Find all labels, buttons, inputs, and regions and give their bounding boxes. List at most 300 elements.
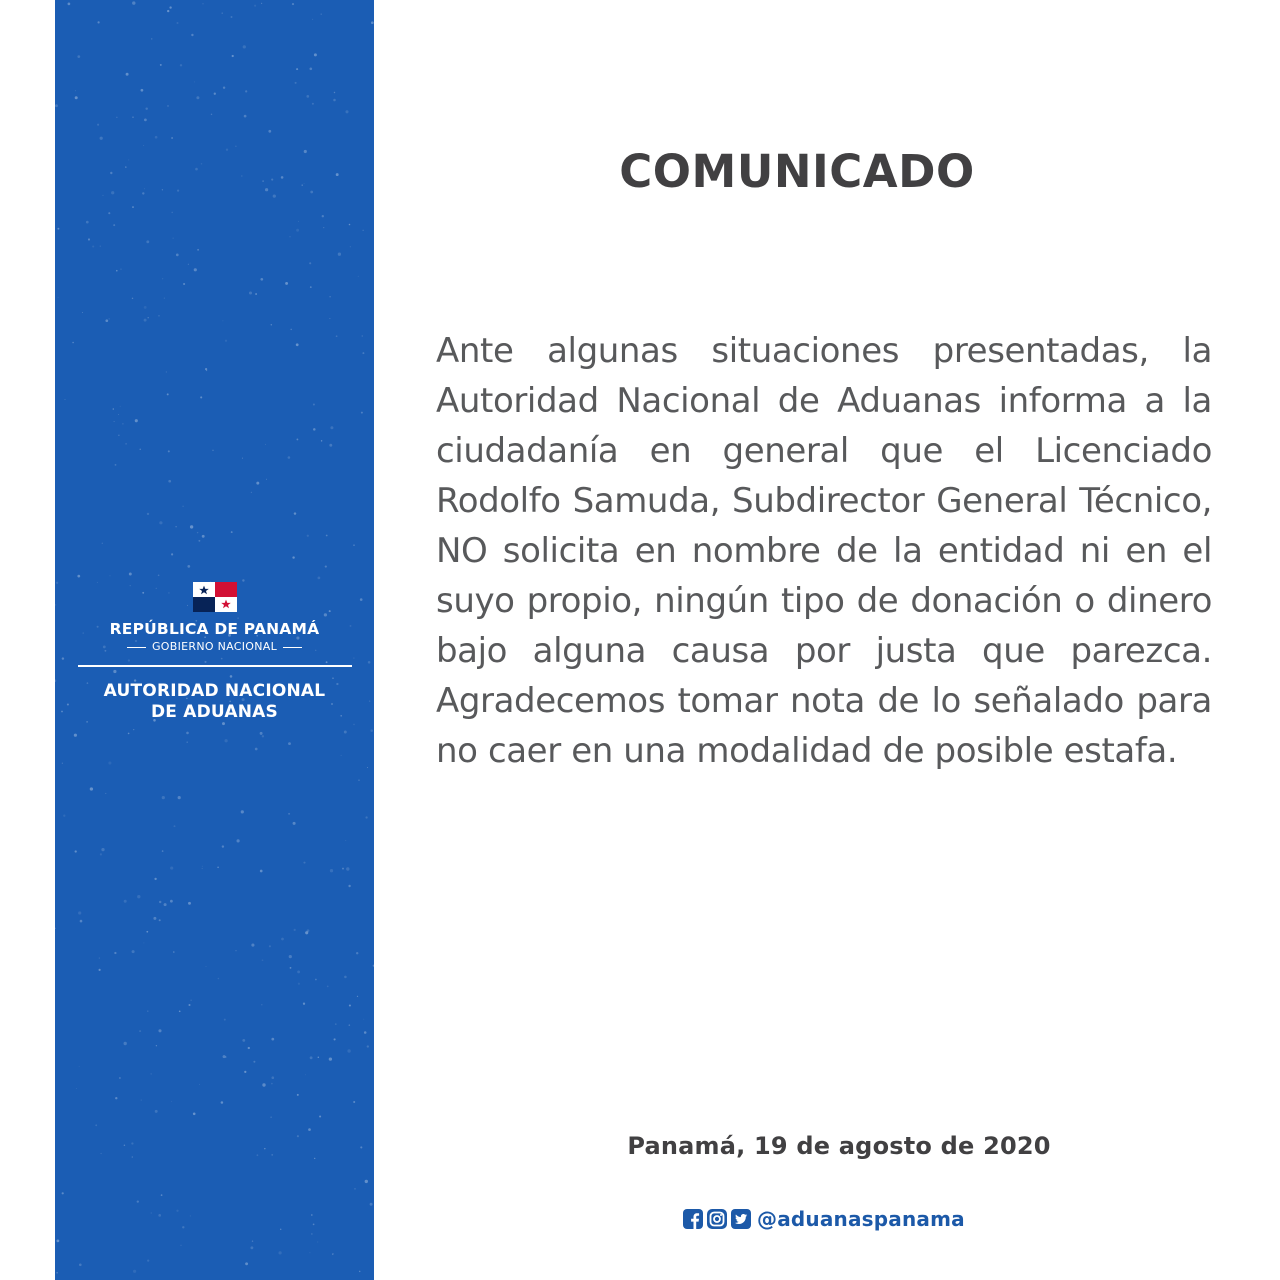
speckle xyxy=(175,526,176,527)
facebook-icon[interactable] xyxy=(683,1209,703,1229)
speckle xyxy=(342,868,344,870)
speckle xyxy=(271,324,272,325)
speckle xyxy=(310,1056,313,1059)
agency-name xyxy=(55,681,374,723)
government-label: GOBIERNO NACIONAL xyxy=(151,640,278,653)
speckle xyxy=(317,1242,318,1243)
speckle xyxy=(297,1135,299,1137)
speckle xyxy=(357,996,358,997)
communique-body: Ante algunas situaciones presentadas, la Autoridad Nacional de Aduanas informa a la ciudadanía en general que el Licenciado Rodolfo Samuda, Subdirector General Técnico, NO solicita en nombre de la entidad ni en el suyo propio, ningún tipo de donación o dinero bajo alguna causa por justa que parezca. Agradecemos tomar nota de lo señalado para no caer en una modalidad de posible estafa. xyxy=(436,331,1212,771)
speckle xyxy=(292,556,294,558)
speckle xyxy=(187,565,190,568)
speckle xyxy=(231,531,233,533)
speckle xyxy=(159,521,162,524)
speckle xyxy=(162,850,164,852)
speckle xyxy=(169,6,171,8)
speckle xyxy=(141,1099,142,1100)
speckle xyxy=(310,191,313,194)
speckle xyxy=(349,1024,351,1026)
speckle xyxy=(334,92,335,93)
speckle xyxy=(329,318,330,319)
speckle xyxy=(72,342,74,344)
speckle xyxy=(305,1074,306,1075)
speckle xyxy=(327,986,329,988)
speckle xyxy=(128,159,129,160)
speckle xyxy=(361,412,363,414)
divider-dash xyxy=(127,647,146,648)
speckle xyxy=(88,238,90,240)
speckle xyxy=(321,440,322,441)
speckle xyxy=(265,444,266,445)
speckle xyxy=(295,82,297,84)
speckle xyxy=(119,1077,121,1079)
speckle xyxy=(137,1200,139,1202)
speckle xyxy=(108,212,110,214)
speckle xyxy=(99,958,100,959)
speckle xyxy=(182,506,183,507)
speckle xyxy=(293,822,296,825)
speckle xyxy=(68,3,71,6)
speckle xyxy=(77,575,80,578)
speckle xyxy=(115,1097,117,1099)
speckle xyxy=(244,1071,246,1073)
speckle xyxy=(261,1004,262,1005)
speckle xyxy=(359,1271,361,1273)
speckle xyxy=(222,845,224,847)
speckle xyxy=(142,192,144,194)
speckle xyxy=(353,1101,355,1103)
speckle xyxy=(202,866,203,867)
speckle xyxy=(76,1088,77,1089)
speckle xyxy=(251,944,254,947)
speckle xyxy=(232,55,234,57)
speckle xyxy=(290,329,292,331)
speckle xyxy=(251,492,252,493)
speckle xyxy=(235,950,236,951)
speckle xyxy=(330,426,333,429)
speckle xyxy=(318,577,321,580)
speckle xyxy=(371,21,374,24)
speckle xyxy=(125,166,127,168)
speckle xyxy=(86,221,89,224)
speckle xyxy=(347,1049,350,1052)
speckle xyxy=(114,421,115,422)
speckle xyxy=(174,825,176,827)
speckle xyxy=(270,1116,271,1117)
speckle xyxy=(242,1039,245,1042)
speckle xyxy=(335,1023,337,1025)
speckle xyxy=(269,945,271,947)
speckle xyxy=(313,1224,315,1226)
speckle xyxy=(120,406,121,407)
speckle xyxy=(271,1076,274,1079)
speckle xyxy=(312,19,313,20)
speckle xyxy=(334,1038,336,1040)
speckle xyxy=(58,297,59,298)
speckle xyxy=(177,189,179,191)
speckle xyxy=(364,1031,367,1034)
speckle xyxy=(285,282,288,285)
speckle xyxy=(221,1101,224,1104)
speckle xyxy=(144,306,147,309)
speckle xyxy=(363,230,364,231)
speckle xyxy=(360,1146,362,1148)
side-band xyxy=(55,0,374,1280)
speckle xyxy=(262,959,264,961)
speckle xyxy=(323,227,324,228)
speckle xyxy=(158,1214,161,1217)
speckle xyxy=(111,191,114,194)
speckle xyxy=(206,370,207,371)
speckle xyxy=(344,731,347,734)
speckle xyxy=(358,276,359,277)
speckle xyxy=(201,163,203,165)
speckle xyxy=(252,1240,253,1241)
speckle xyxy=(65,399,66,400)
speckle xyxy=(249,292,252,295)
speckle xyxy=(345,840,346,841)
speckle xyxy=(266,479,267,480)
speckle xyxy=(224,1019,226,1021)
speckle xyxy=(125,443,127,445)
speckle xyxy=(164,298,165,299)
speckle xyxy=(257,1154,259,1156)
speckle xyxy=(307,535,309,537)
speckle xyxy=(176,1210,178,1212)
speckle xyxy=(289,955,292,958)
speckle xyxy=(141,89,144,92)
speckle xyxy=(341,755,342,756)
speckle xyxy=(146,240,149,243)
speckle xyxy=(198,540,200,542)
speckle xyxy=(336,173,339,176)
speckle xyxy=(100,137,103,140)
speckle xyxy=(100,246,101,247)
speckle xyxy=(217,866,219,868)
speckle xyxy=(253,1061,255,1063)
speckle xyxy=(309,262,311,264)
speckle xyxy=(162,189,163,190)
speckle xyxy=(350,246,351,247)
speckle xyxy=(365,1180,368,1183)
speckle xyxy=(143,942,144,943)
speckle xyxy=(155,136,158,139)
speckle xyxy=(197,532,198,533)
speckle xyxy=(329,444,332,447)
speckle xyxy=(166,371,167,372)
speckle xyxy=(113,408,115,410)
speckle xyxy=(147,513,149,515)
speckle xyxy=(241,810,244,813)
speckle xyxy=(329,296,330,297)
speckle xyxy=(171,212,173,214)
speckle xyxy=(156,1045,157,1046)
speckle xyxy=(367,1045,369,1047)
speckle xyxy=(147,1010,148,1011)
speckle xyxy=(231,16,233,18)
speckle xyxy=(82,312,83,313)
speckle xyxy=(245,1262,248,1265)
speckle xyxy=(202,868,203,869)
speckle xyxy=(356,952,358,954)
speckle xyxy=(264,1148,266,1150)
speckle xyxy=(118,435,119,436)
speckle xyxy=(179,1010,181,1012)
speckle xyxy=(314,1158,315,1159)
speckle xyxy=(278,1251,281,1254)
speckle xyxy=(188,264,189,265)
speckle xyxy=(224,739,227,742)
speckle xyxy=(159,919,161,921)
speckle xyxy=(193,1113,196,1116)
speckle xyxy=(202,535,205,538)
speckle xyxy=(262,180,264,182)
speckle xyxy=(289,236,290,237)
speckle xyxy=(333,99,336,102)
speckle xyxy=(153,917,156,920)
speckle xyxy=(288,742,291,745)
speckle xyxy=(151,1073,152,1074)
speckle xyxy=(160,64,162,66)
speckle xyxy=(170,900,173,903)
speckle xyxy=(310,286,312,288)
speckle xyxy=(244,115,247,118)
speckle xyxy=(290,967,292,969)
speckle xyxy=(280,1229,281,1230)
speckle xyxy=(349,224,351,226)
divider-dash xyxy=(283,647,302,648)
speckle xyxy=(309,1252,310,1253)
speckle xyxy=(132,1156,134,1158)
speckle xyxy=(297,1094,299,1096)
speckle xyxy=(126,73,129,76)
speckle xyxy=(308,1128,311,1131)
speckle xyxy=(225,340,227,342)
speckle xyxy=(114,952,116,954)
speckle xyxy=(124,1042,127,1045)
speckle xyxy=(162,796,165,799)
speckle xyxy=(97,124,99,126)
speckle xyxy=(131,1142,133,1144)
speckle xyxy=(95,1124,97,1126)
speckle xyxy=(195,168,198,171)
speckle xyxy=(97,21,99,23)
speckle xyxy=(186,732,189,735)
speckle xyxy=(144,319,147,322)
speckle xyxy=(260,870,263,873)
twitter-icon[interactable] xyxy=(731,1209,751,1229)
speckle xyxy=(132,950,135,953)
speckle xyxy=(330,869,333,872)
speckle xyxy=(223,87,225,89)
speckle xyxy=(214,93,216,95)
speckle xyxy=(176,254,179,257)
speckle xyxy=(242,458,243,459)
speckle xyxy=(314,53,317,56)
speckle xyxy=(105,793,106,794)
speckle xyxy=(309,67,312,70)
speckle xyxy=(296,438,298,440)
speckle xyxy=(167,10,169,12)
speckle xyxy=(139,1030,141,1032)
speckle xyxy=(105,319,108,322)
speckle xyxy=(271,1083,273,1085)
speckle xyxy=(182,1226,184,1228)
speckle xyxy=(199,1084,200,1085)
speckle xyxy=(173,951,175,953)
instagram-icon[interactable] xyxy=(707,1209,727,1229)
speckle xyxy=(122,423,123,424)
speckle xyxy=(212,450,213,451)
speckle xyxy=(262,735,264,737)
speckle xyxy=(294,512,296,514)
speckle xyxy=(108,761,111,764)
speckle xyxy=(109,318,110,319)
speckle xyxy=(194,268,197,271)
speckle xyxy=(271,1038,274,1041)
speckle xyxy=(183,283,185,285)
speckle xyxy=(147,1259,149,1261)
speckle xyxy=(168,480,171,483)
speckle xyxy=(303,1003,305,1005)
speckle xyxy=(268,130,271,133)
speckle xyxy=(362,335,363,336)
speckle xyxy=(197,249,199,251)
speckle xyxy=(147,317,148,318)
speckle xyxy=(318,1056,320,1058)
date-line: Panamá, 19 de agosto de 2020 xyxy=(627,1132,1051,1160)
speckle xyxy=(90,787,93,790)
speckle xyxy=(255,748,258,751)
speckle xyxy=(158,315,160,317)
speckle xyxy=(186,741,187,742)
speckle xyxy=(311,1214,313,1216)
speckle xyxy=(202,3,203,4)
agency-logo xyxy=(55,582,374,723)
speckle xyxy=(304,150,307,153)
speckle xyxy=(281,176,284,179)
speckle xyxy=(325,566,327,568)
speckle xyxy=(144,188,145,189)
speckle xyxy=(103,195,104,196)
speckle xyxy=(180,64,182,66)
speckle xyxy=(256,482,259,485)
speckle xyxy=(75,90,76,91)
speckle xyxy=(161,1194,163,1196)
speckle xyxy=(55,104,58,107)
speckle xyxy=(79,1066,80,1067)
speckle xyxy=(188,1004,190,1006)
speckle xyxy=(79,1263,82,1266)
speckle xyxy=(211,114,212,115)
speckle xyxy=(298,221,299,222)
agency-name-line1: AUTORIDAD NACIONAL xyxy=(103,681,326,701)
speckle xyxy=(354,1188,355,1189)
republic-label: REPÚBLICA DE PANAMÁ xyxy=(109,620,320,638)
speckle xyxy=(57,1240,60,1243)
speckle xyxy=(241,176,242,177)
social-handle[interactable]: @aduanaspanama xyxy=(757,1207,965,1231)
speckle xyxy=(154,878,156,880)
speckle xyxy=(311,1233,312,1234)
speckle xyxy=(260,278,263,281)
speckle xyxy=(297,970,300,973)
speckle xyxy=(292,3,294,5)
speckle xyxy=(358,780,359,781)
speckle xyxy=(77,55,80,58)
speckle xyxy=(271,179,273,181)
speckle xyxy=(57,228,59,230)
speckle xyxy=(288,813,290,815)
speckle xyxy=(118,414,119,415)
speckle xyxy=(245,90,247,92)
speckle xyxy=(173,238,174,239)
speckle xyxy=(261,3,262,4)
speckle xyxy=(128,733,130,735)
speckle xyxy=(100,853,102,855)
speckle xyxy=(180,1245,181,1246)
speckle xyxy=(102,543,103,544)
speckle xyxy=(132,298,133,299)
speckle xyxy=(273,194,276,197)
speckle xyxy=(296,229,299,232)
government-label-row xyxy=(55,640,374,654)
speckle xyxy=(110,172,112,174)
speckle xyxy=(133,1270,136,1273)
speckle xyxy=(56,1272,58,1274)
speckle xyxy=(151,38,153,40)
speckle xyxy=(124,900,127,903)
speckle xyxy=(353,724,355,726)
speckle xyxy=(137,895,140,898)
speckle xyxy=(254,5,256,7)
speckle xyxy=(329,1057,332,1060)
speckle xyxy=(176,22,178,24)
speckle xyxy=(303,862,305,864)
speckle xyxy=(260,732,263,735)
speckle xyxy=(155,1110,158,1113)
speckle xyxy=(162,278,163,279)
page-title: COMUNICADO xyxy=(619,145,975,198)
speckle xyxy=(167,393,169,395)
speckle xyxy=(146,931,148,933)
speckle xyxy=(248,1047,250,1049)
speckle xyxy=(190,525,193,528)
speckle xyxy=(367,767,368,768)
speckle xyxy=(159,901,161,903)
speckle xyxy=(294,929,296,931)
speckle xyxy=(344,976,347,979)
speckle xyxy=(62,1192,64,1194)
speckle xyxy=(250,1246,253,1249)
speckle xyxy=(124,1144,126,1146)
speckle xyxy=(191,1000,192,1001)
speckle xyxy=(302,184,303,185)
speckle xyxy=(75,850,77,852)
speckle xyxy=(348,885,350,887)
speckle xyxy=(321,13,322,14)
speckle xyxy=(336,335,338,337)
speckle xyxy=(171,1101,172,1102)
speckle xyxy=(281,938,284,941)
speckle xyxy=(313,403,315,405)
speckle xyxy=(74,734,77,737)
speckle xyxy=(345,110,348,113)
speckle xyxy=(132,206,134,208)
speckle xyxy=(194,81,195,82)
speckle xyxy=(101,848,104,851)
speckle xyxy=(370,1203,373,1206)
